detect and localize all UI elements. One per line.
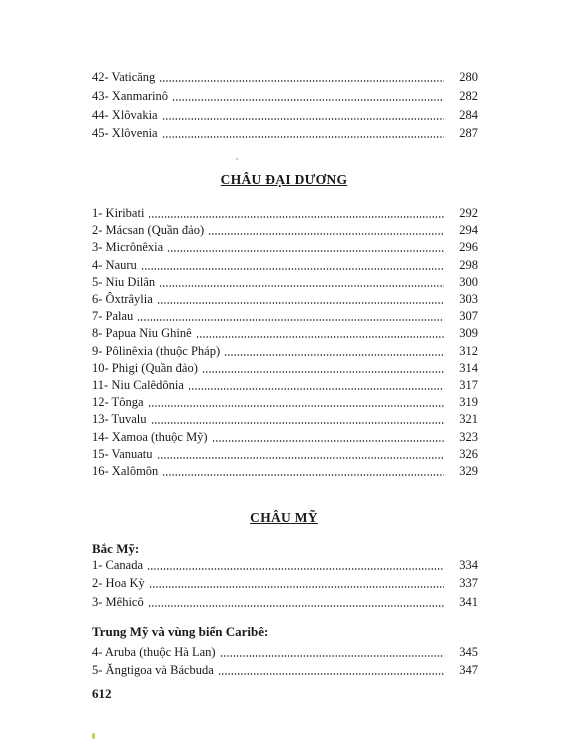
entry-label: 43- Xanmarinô	[92, 89, 169, 103]
entry-label: 2- Mácsan (Quần đảo)	[92, 223, 205, 237]
entry-page: 300	[459, 275, 478, 289]
entry-label: 10- Phigi (Quần đảo)	[92, 361, 198, 375]
toc-entry	[92, 204, 478, 221]
entry-page: 280	[459, 70, 478, 84]
dot-leader	[137, 319, 444, 321]
dot-leader	[141, 268, 444, 270]
entry-page: 296	[459, 240, 478, 254]
entry-label: 12- Tônga	[92, 395, 144, 409]
toc-entry	[92, 238, 478, 255]
entry-page: 287	[459, 126, 478, 140]
entry-page: 294	[459, 223, 478, 237]
dot-leader	[157, 457, 444, 459]
toc-entry	[92, 307, 478, 324]
dot-leader	[220, 655, 444, 657]
toc-entry	[92, 256, 478, 273]
entry-page: 321	[459, 412, 478, 426]
toc-entry	[92, 410, 478, 427]
group-heading-north-america: Bắc Mỹ:	[92, 541, 140, 556]
entry-page: 284	[459, 108, 478, 122]
dot-leader	[159, 285, 444, 287]
toc-entry	[92, 124, 478, 141]
entry-page: 329	[459, 464, 478, 478]
toc-entry	[92, 87, 478, 104]
dot-leader	[224, 354, 444, 356]
dot-leader	[151, 422, 444, 424]
entry-label: 11- Niu Calêdônia	[92, 378, 184, 392]
entry-label: 1- Canada	[92, 558, 144, 572]
toc-entry	[92, 376, 478, 393]
toc-entry	[92, 593, 478, 610]
entry-label: 5- Niu Dilân	[92, 275, 156, 289]
entry-label: 15- Vanuatu	[92, 447, 153, 461]
toc-entry	[92, 393, 478, 410]
dot-leader	[147, 568, 444, 570]
dot-leader	[188, 388, 444, 390]
entry-label: 3- Micrônêxia	[92, 240, 164, 254]
dot-leader	[162, 136, 444, 138]
dot-leader	[148, 405, 445, 407]
toc-entry	[92, 661, 478, 678]
entry-label: 16- Xalômôn	[92, 464, 159, 478]
entry-label: 9- Pôlinêxia (thuộc Pháp)	[92, 344, 221, 358]
toc-entry	[92, 68, 478, 85]
entry-page: 309	[459, 326, 478, 340]
dot-leader	[212, 440, 444, 442]
entry-page: 317	[459, 378, 478, 392]
scan-speck	[236, 158, 238, 160]
toc-entry	[92, 290, 478, 307]
toc-entry	[92, 445, 478, 462]
entry-page: 312	[459, 344, 478, 358]
entry-label: 7- Palau	[92, 309, 134, 323]
entry-page: 314	[459, 361, 478, 375]
section-title-americas: CHÂU MỸ	[250, 510, 318, 525]
page-number: 612	[92, 686, 112, 701]
entry-page: 347	[459, 663, 478, 677]
toc-entry	[92, 342, 478, 359]
dot-leader	[202, 371, 444, 373]
dot-leader	[196, 336, 444, 338]
toc-entry	[92, 574, 478, 591]
dot-leader	[172, 99, 444, 101]
entry-page: 337	[459, 576, 478, 590]
dot-leader	[167, 250, 444, 252]
section-title-oceania: CHÂU ĐẠI DƯƠNG	[220, 172, 348, 187]
toc-entry	[92, 643, 478, 660]
entry-label: 44- Xlôvakia	[92, 108, 158, 122]
entry-label: 3- Mêhicô	[92, 595, 144, 609]
dot-leader	[162, 118, 444, 120]
dot-leader	[162, 474, 444, 476]
toc-entry	[92, 221, 478, 238]
entry-page: 341	[459, 595, 478, 609]
entry-label: 4- Nauru	[92, 258, 137, 272]
toc-entry	[92, 428, 478, 445]
toc-entry	[92, 462, 478, 479]
entry-page: 282	[459, 89, 478, 103]
entry-label: 1- Kiribati	[92, 206, 145, 220]
entry-label: 5- Ăngtigoa và Bácbuda	[92, 663, 214, 677]
entry-label: 6- Ôxtrâylia	[92, 292, 153, 306]
entry-page: 326	[459, 447, 478, 461]
entry-page: 298	[459, 258, 478, 272]
entry-page: 303	[459, 292, 478, 306]
entry-label: 8- Papua Niu Ghinê	[92, 326, 192, 340]
entry-label: 2- Hoa Kỳ	[92, 576, 145, 590]
toc-entry	[92, 324, 478, 341]
dot-leader	[157, 302, 444, 304]
entry-label: 4- Aruba (thuộc Hà Lan)	[92, 645, 216, 659]
dot-leader	[148, 216, 444, 218]
entry-page: 323	[459, 430, 478, 444]
entry-page: 307	[459, 309, 478, 323]
entry-label: 13- Tuvalu	[92, 412, 147, 426]
scan-speck	[92, 733, 95, 739]
dot-leader	[159, 80, 444, 82]
entry-page: 345	[459, 645, 478, 659]
entry-label: 14- Xamoa (thuộc Mỹ)	[92, 430, 208, 444]
entry-page: 334	[459, 558, 478, 572]
toc-entry	[92, 273, 478, 290]
entry-page: 319	[459, 395, 478, 409]
toc-entry	[92, 359, 478, 376]
toc-entry	[92, 556, 478, 573]
entry-label: 42- Vaticăng	[92, 70, 156, 84]
dot-leader	[218, 673, 444, 675]
dot-leader	[208, 233, 444, 235]
dot-leader	[148, 605, 444, 607]
entry-page: 292	[459, 206, 478, 220]
toc-entry	[92, 106, 478, 123]
group-heading-central-america: Trung Mỹ và vùng biển Caribê:	[92, 624, 269, 639]
entry-label: 45- Xlôvenia	[92, 126, 158, 140]
dot-leader	[149, 586, 444, 588]
